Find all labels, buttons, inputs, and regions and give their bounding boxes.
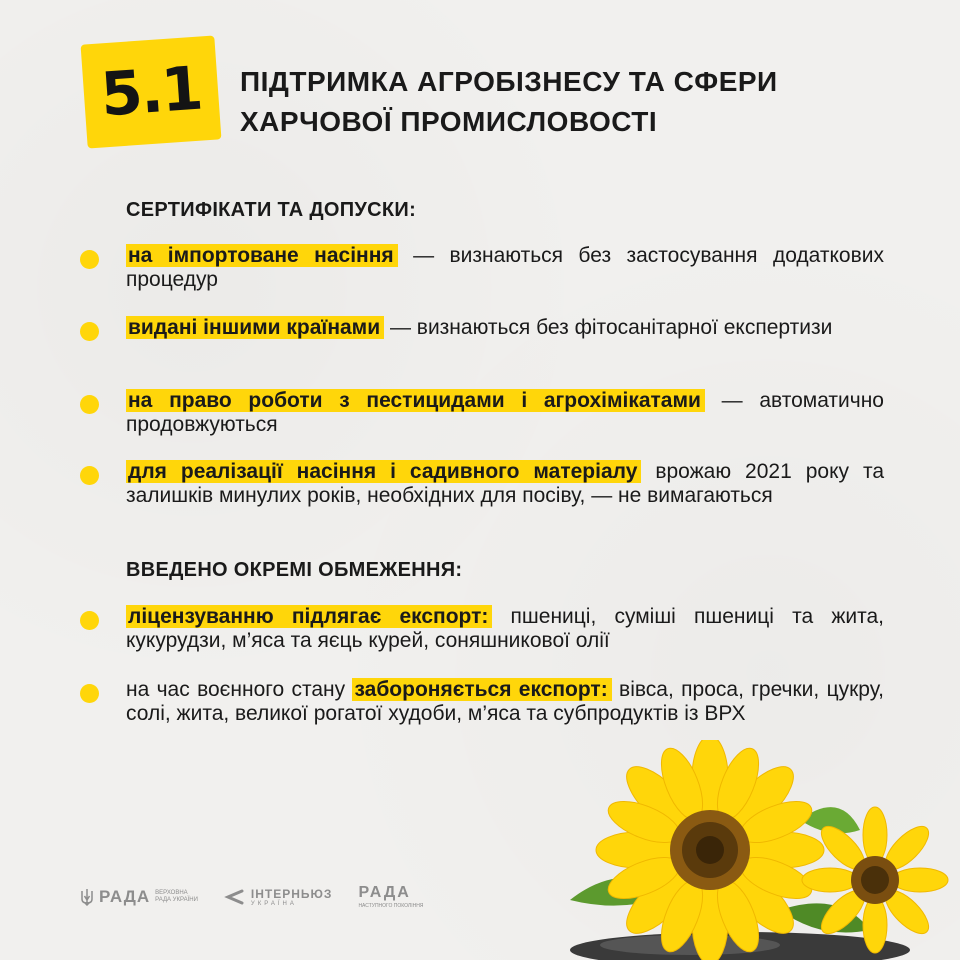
logo-internews-main: ІНТЕРНЬЮЗ (250, 886, 333, 901)
partner-logos (80, 884, 423, 910)
bullet-icon (80, 611, 99, 630)
list-item-highlight: на імпортоване насіння (126, 244, 398, 267)
logo-internews-sub: УКРАЇНА (250, 900, 297, 907)
bullet-icon (80, 250, 99, 269)
list-item (126, 460, 884, 508)
logo-rada-next-sub: НАСТУПНОГО ПОКОЛІННЯ (358, 903, 424, 909)
list-item-text: — визнаються без застосування додаткових процедур (126, 244, 884, 291)
logo-rada-next-main: РАДА (358, 884, 411, 901)
bullet-icon (80, 395, 99, 414)
list-item-highlight: ліцензуванню підлягає експорт: (126, 605, 492, 628)
list-item (126, 244, 884, 292)
logo-rada-text: РАДА (99, 887, 151, 906)
section-number-badge (81, 35, 222, 148)
list-item-text: врожаю 2021 року та залишків минулих років, необхідних для посіву, — не вимагаються (126, 460, 885, 507)
internews-mark-icon (224, 888, 246, 906)
bullet-icon (80, 322, 99, 341)
list-item-text: — визнаються без фітосанітарної експертизи (384, 316, 833, 339)
section-number: 5.1 (98, 53, 204, 131)
list-item (126, 678, 884, 726)
logo-rada-sub1: ВЕРХОВНА (155, 890, 188, 896)
list-item (126, 316, 884, 340)
sunflowers-illustration (540, 740, 960, 960)
list-item-highlight: забороняється експорт: (352, 678, 611, 701)
page-title-line2: ХАРЧОВОЇ ПРОМИСЛОВОСТІ (240, 106, 658, 137)
list-item-text: — автоматично продовжуються (126, 389, 884, 436)
list-item-text: пшениці, суміші пшениці та жита, кукурудзи, м’яса та яєць курей, соняшникової олії (126, 605, 884, 652)
list-item (126, 605, 884, 653)
list-item-text: вівса, проса, гречки, цукру, солі, жита, великої рогатої худоби, м’яса та субпродуктів із ВРХ (126, 678, 884, 725)
section-heading-certificates: СЕРТИФІКАТИ ТА ДОПУСКИ: (126, 199, 417, 221)
list-item-highlight: видані іншими країнами (126, 316, 384, 339)
logo-verkhovna-rada (80, 887, 198, 907)
list-item-prefix: на час воєнного стану (126, 678, 353, 701)
page-title (240, 62, 920, 142)
trident-icon (80, 888, 94, 906)
list-item (126, 389, 884, 437)
list-item-highlight: на право роботи з пестицидами і агрохімікатами (126, 389, 705, 412)
logo-internews (224, 887, 333, 908)
logo-rada-next-generation (358, 884, 423, 910)
list-item-highlight: для реалізації насіння і садивного матеріалу (126, 460, 641, 483)
bullet-icon (80, 466, 99, 485)
bullet-icon (80, 684, 99, 703)
page-title-line1: ПІДТРИМКА АГРОБІЗНЕСУ ТА СФЕРИ (240, 66, 778, 97)
logo-rada-sub2: РАДА УКРАЇНИ (155, 897, 198, 903)
section-heading-restrictions: ВВЕДЕНО ОКРЕМІ ОБМЕЖЕННЯ: (126, 559, 463, 581)
logo-internews-text (251, 887, 333, 908)
logo-rada-subtitle (155, 890, 198, 904)
